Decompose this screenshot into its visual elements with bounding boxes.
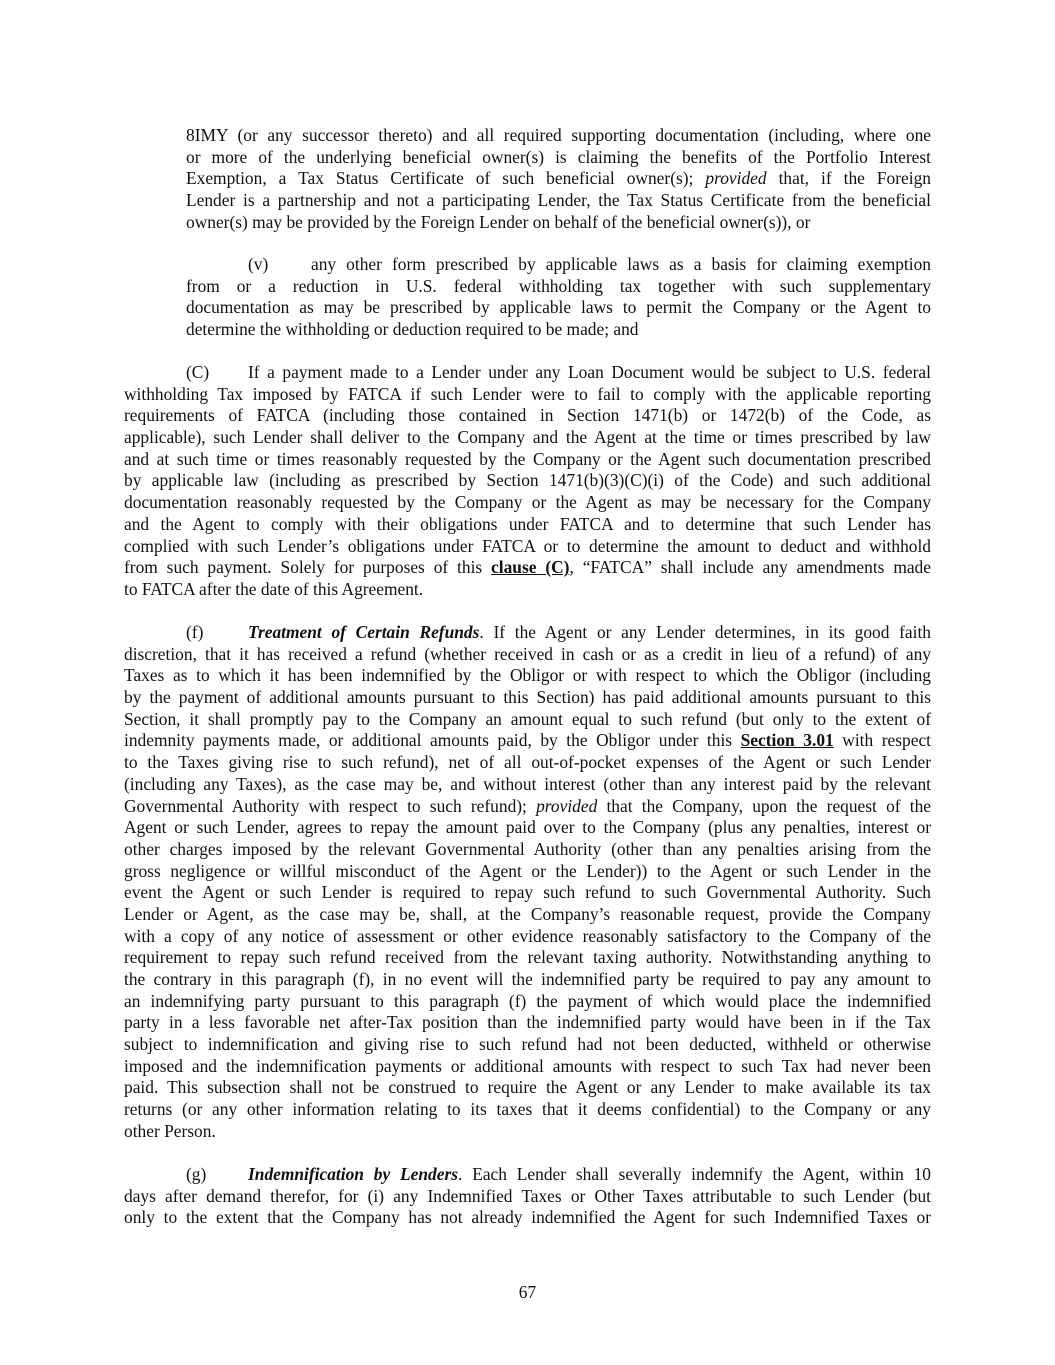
text-line: [124, 861, 931, 883]
text-segment: requirements of FATCA (including those contained in Section 1471(b) or 1472(b) of the Code, as: [124, 405, 931, 426]
text-segment: from such payment. Solely for purposes of this: [124, 557, 492, 578]
line-text: [124, 926, 931, 948]
paragraph-f-treatment-of-certain-refunds: [124, 622, 931, 1143]
text-line: [186, 168, 931, 190]
line-text: [186, 147, 931, 169]
cross-reference: clause (C): [491, 557, 570, 578]
text-segment: to the Taxes giving rise to such refund), net of all out-of-pocket expenses of the Agent or such Lender: [124, 752, 931, 773]
text-segment: and the Agent to comply with their obligations under FATCA and to determine that such Lender has: [124, 513, 931, 534]
text-line: [186, 212, 931, 234]
text-line: [124, 991, 931, 1013]
line-text: [124, 774, 931, 796]
text-line: [124, 1207, 931, 1229]
text-line: [124, 470, 931, 492]
text-line: [124, 557, 931, 579]
text-segment: , “FATCA” shall include any amendments made: [569, 557, 931, 578]
line-text: [186, 276, 931, 298]
text-segment: from or a reduction in U.S. federal withholding tax together with such supplementary: [186, 275, 931, 296]
line-text: [124, 449, 931, 471]
line-text: [186, 190, 931, 212]
text-line: [186, 297, 931, 319]
line-text: [124, 969, 931, 991]
text-segment: . Each Lender shall severally indemnify the Agent, within 10: [458, 1164, 931, 1184]
text-segment: withholding Tax imposed by FATCA if such Lender were to fail to comply with the applicable reporting: [124, 383, 931, 404]
line-text: [124, 1056, 931, 1078]
text-segment: an indemnifying party pursuant to this paragraph (f) the payment of which would place the indemnified: [124, 990, 931, 1011]
italic-text: provided: [705, 168, 767, 189]
text-line: [124, 665, 931, 687]
line-text: [124, 991, 931, 1013]
section-heading: Indemnification by Lenders: [248, 1164, 459, 1184]
text-line: [124, 492, 931, 514]
text-segment: only to the extent that the Company has not already indemnified the Agent for such Indemnified Taxes or: [124, 1207, 931, 1228]
text-line: [124, 817, 931, 839]
section-heading: Treatment of Certain Refunds: [248, 622, 480, 642]
text-segment: If a payment made to a Lender under any Loan Document would be subject to U.S. federal: [248, 362, 931, 382]
text-line: [124, 514, 931, 536]
text-line: [124, 926, 931, 948]
text-segment: the contrary in this paragraph (f), in no event will the indemnified party be required to pay any amount to: [124, 969, 931, 989]
text-line: [124, 579, 931, 601]
line-text: [124, 665, 931, 687]
line-text: [124, 1034, 931, 1056]
text-segment: that, if the Foreign: [766, 168, 931, 189]
text-line: [124, 969, 931, 991]
text-line: [124, 1056, 931, 1078]
text-line: [124, 1012, 931, 1034]
text-segment: determine the withholding or deduction required to be made; and: [186, 319, 639, 340]
paragraph-g-indemnification-by-lenders: [124, 1164, 931, 1229]
text-segment: Exemption, a Tax Status Certificate of such beneficial owner(s);: [186, 168, 706, 189]
line-text: [124, 730, 931, 752]
text-segment: to FATCA after the date of this Agreement.: [124, 578, 424, 599]
text-line: [124, 1099, 931, 1121]
paragraph-iv-continuation: [186, 125, 931, 233]
text-line: [124, 536, 931, 558]
text-line: [124, 774, 931, 796]
line-text: [186, 297, 931, 319]
paragraph-label: (v): [248, 254, 269, 274]
line-text: [124, 752, 931, 774]
text-segment: Governmental Authority with respect to such refund);: [124, 795, 537, 816]
text-segment: owner(s) may be provided by the Foreign Lender on behalf of the beneficial owner(s)), or: [186, 211, 811, 232]
text-segment: any other form prescribed by applicable laws as a basis for claiming exemption: [311, 254, 931, 274]
line-text: [124, 579, 931, 601]
line-text: [124, 644, 931, 666]
text-segment: Taxes as to which it has been indemnified by the Obligor or with respect to which the Obligor (including: [124, 665, 931, 686]
line-text: [124, 470, 931, 492]
line-text: [248, 1164, 931, 1186]
text-segment: by applicable law (including as prescribed by Section 1471(b)(3)(C)(i) of the Code) and such additional: [124, 470, 931, 491]
text-segment: party in a less favorable net after-Tax position than the indemnified party would have been in if the Tax: [124, 1012, 931, 1033]
text-segment: (including any Taxes), as the case may be, and without interest (other than any interest paid by the relevant: [124, 773, 931, 794]
text-segment: that the Company, upon the request of the: [597, 795, 931, 816]
text-line: [186, 125, 931, 147]
text-line: [186, 319, 931, 341]
line-text: [186, 168, 931, 190]
text-line: [124, 1164, 931, 1186]
text-line: [186, 147, 931, 169]
text-segment: 8IMY (or any successor thereto) and all required supporting documentation (including, where one: [186, 125, 931, 145]
text-line: [124, 882, 931, 904]
text-segment: . If the Agent or any Lender determines, in its good faith: [479, 622, 931, 642]
text-segment: returns (or any other information relating to its taxes that it deems confidential) to the Company or any: [124, 1099, 931, 1120]
paragraph-v: [186, 254, 931, 341]
text-segment: days after demand therefor, for (i) any Indemnified Taxes or Other Taxes attributable to such Lender (but: [124, 1185, 931, 1206]
text-line: [124, 644, 931, 666]
line-text: [124, 492, 931, 514]
line-text: [124, 557, 931, 579]
line-text: [124, 904, 931, 926]
text-line: [186, 190, 931, 212]
text-segment: and at such time or times reasonably requested by the Company or the Agent such documentation prescribed: [124, 448, 931, 469]
text-segment: by the payment of additional amounts pursuant to this Section) has paid additional amounts pursuant to this: [124, 687, 931, 708]
text-segment: discretion, that it has received a refund (whether received in cash or as a credit in lieu of a refund) of any: [124, 643, 931, 664]
line-text: [124, 536, 931, 558]
line-text: [124, 384, 931, 406]
line-text: [124, 1077, 931, 1099]
text-segment: requirement to repay such refund received from the relevant taxing authority. Notwithstanding anything to: [124, 947, 931, 968]
line-text: [124, 1207, 931, 1229]
text-segment: documentation as may be prescribed by applicable laws to permit the Company or the Agent to: [186, 297, 931, 318]
text-segment: Lender is a partnership and not a participating Lender, the Tax Status Certificate from the beneficial: [186, 190, 931, 211]
text-segment: imposed and the indemnification payments or additional amounts with respect to such Tax had never been: [124, 1055, 931, 1076]
line-text: [124, 709, 931, 731]
text-segment: paid. This subsection shall not be construed to require the Agent or any Lender to make available its tax: [124, 1077, 931, 1098]
text-line: [124, 687, 931, 709]
text-line: [124, 362, 931, 384]
line-text: [124, 405, 931, 427]
line-text: [186, 319, 931, 341]
line-text: [124, 839, 931, 861]
line-text: [124, 514, 931, 536]
text-segment: subject to indemnification and giving rise to such refund had not been deducted, withheld or otherwise: [124, 1034, 931, 1055]
text-segment: other charges imposed by the relevant Governmental Authority (other than any penalties arising from the: [124, 838, 931, 859]
text-line: [124, 796, 931, 818]
paragraph-label: (g): [186, 1164, 207, 1184]
text-segment: other Person.: [124, 1120, 216, 1141]
line-text: [124, 861, 931, 883]
text-segment: Agent or such Lender, agrees to repay the amount paid over to the Company (plus any penalties, interest or: [124, 817, 931, 838]
text-segment: with respect: [833, 730, 931, 751]
text-line: [124, 1186, 931, 1208]
line-text: [124, 882, 931, 904]
text-line: [124, 709, 931, 731]
text-segment: Lender or Agent, as the case may be, shall, at the Company’s reasonable request, provide the Company: [124, 903, 931, 924]
line-text: [311, 254, 931, 276]
text-line: [186, 276, 931, 298]
line-text: [124, 817, 931, 839]
text-line: [124, 622, 931, 644]
text-line: [124, 384, 931, 406]
text-line: [124, 427, 931, 449]
line-text: [124, 1121, 931, 1143]
page-number: 67: [518, 1282, 537, 1302]
text-segment: or more of the underlying beneficial owner(s) is claiming the benefits of the Portfolio Interest: [186, 146, 931, 167]
text-line: [124, 449, 931, 471]
line-text: [248, 622, 931, 644]
paragraph-label: (C): [186, 362, 210, 382]
italic-text: provided: [536, 795, 598, 816]
text-line: [124, 1121, 931, 1143]
line-text: [124, 796, 931, 818]
line-text: [124, 1012, 931, 1034]
text-line: [124, 947, 931, 969]
paragraph-label: (f): [186, 622, 204, 642]
line-text: [124, 947, 931, 969]
line-text: [186, 212, 931, 234]
text-segment: indemnity payments made, or additional amounts paid, by the Obligor under this: [124, 730, 741, 751]
text-line: [124, 752, 931, 774]
text-segment: applicable), such Lender shall deliver to the Company and the Agent at the time or times prescribed by law: [124, 427, 931, 448]
text-line: [124, 904, 931, 926]
text-line: [124, 1034, 931, 1056]
text-segment: complied with such Lender’s obligations under FATCA or to determine the amount to deduct and withhold: [124, 535, 931, 556]
text-line: [124, 405, 931, 427]
text-line: [186, 254, 931, 276]
line-text: [124, 1186, 931, 1208]
line-text: [248, 362, 931, 384]
text-segment: event the Agent or such Lender is required to repay such refund to such Governmental Authority. Such: [124, 882, 931, 903]
line-text: [186, 125, 931, 147]
line-text: [124, 687, 931, 709]
line-text: [124, 427, 931, 449]
text-line: [124, 730, 931, 752]
line-text: [124, 1099, 931, 1121]
text-segment: gross negligence or willful misconduct of the Agent or the Lender)) to the Agent or such Lender in the: [124, 860, 931, 881]
text-segment: documentation reasonably requested by the Company or the Agent as may be necessary for the Company: [124, 492, 931, 513]
text-line: [124, 839, 931, 861]
text-segment: Section, it shall promptly pay to the Company an amount equal to such refund (but only to the extent of: [124, 708, 931, 729]
paragraph-c: [124, 362, 931, 601]
text-line: [124, 1077, 931, 1099]
text-segment: with a copy of any notice of assessment or other evidence reasonably satisfactory to the Company of the: [124, 925, 931, 946]
cross-reference: Section 3.01: [740, 730, 834, 751]
